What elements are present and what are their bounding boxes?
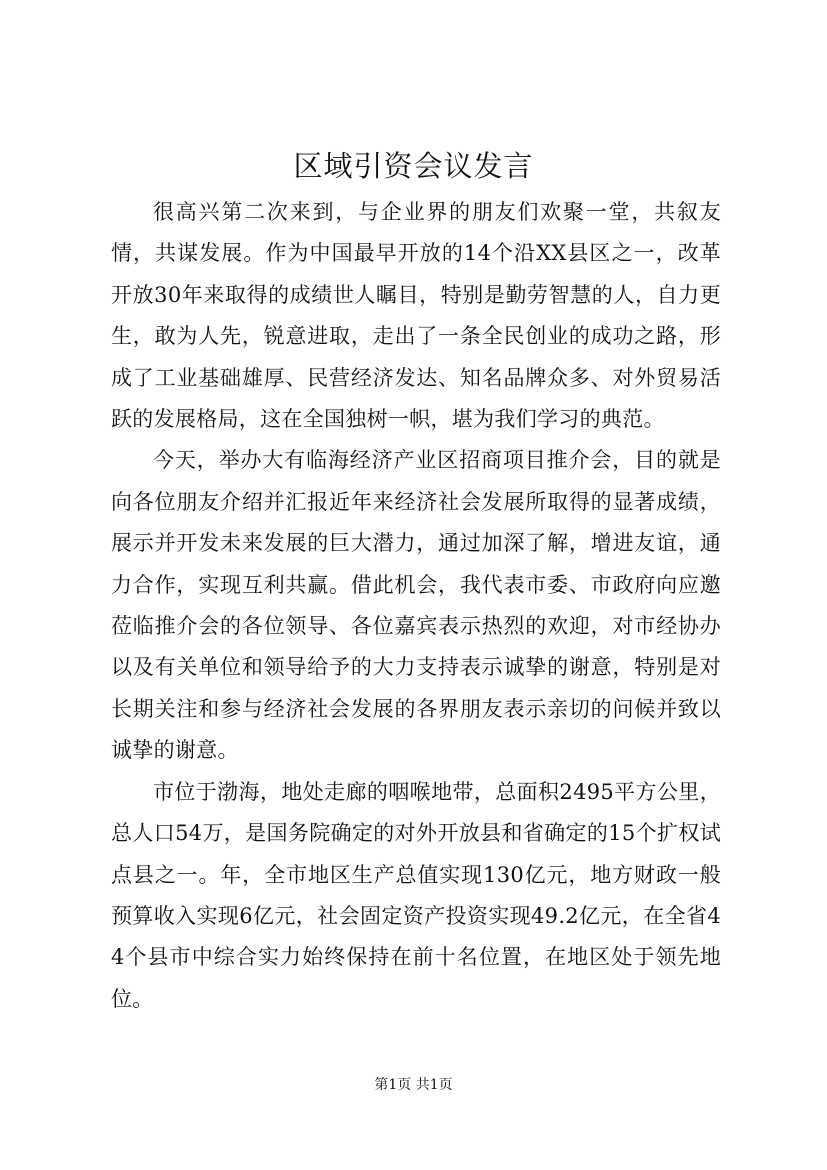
document-title: 区域引资会议发言 [293, 149, 534, 183]
paragraph-2: 今天，举办大有临海经济产业区招商项目推介会，目的就是向各位朋友介绍并汇报近年来经济社会发展所取得的显著成绩，展示并开发未来发展的巨大潜力，通过加深了解，增进友谊，通力合作，实现互利共赢。借此机会，我代表市委、市政府向应邀莅临推介会的各位领导、各位嘉宾表示热烈的欢迎，对市经协办以及有关单位和领导给予的大力支持表示诚挚的谢意，特别是对长期关注和参与经济社会发展的各界朋友表示亲切的问候并致以诚挚的谢意。 [111, 448, 721, 763]
paragraph-3: 市位于渤海，地处走廊的咽喉地带，总面积2495平方公里，总人口54万，是国务院确定的对外开放县和省确定的15个扩权试点县之一。年，全市地区生产总值实现130亿元，地方财政一般预算收入实现6亿元，社会固定资产投资实现49.2亿元，在全省44个县市中综合实力始终保持在前十名位置，在地区处于领先地位。 [111, 779, 721, 1011]
paragraph-1: 很高兴第二次来到，与企业界的朋友们欢聚一堂，共叙友情，共谋发展。作为中国最早开放的14个沿XX县区之一，改革开放30年来取得的成绩世人瞩目，特别是勤劳智慧的人，自力更生，敢为人先，锐意进取，走出了一条全民创业的成功之路，形成了工业基础雄厚、民营经济发达、知名品牌众多、对外贸易活跃的发展格局，这在全国独树一帜，堪为我们学习的典范。 [111, 200, 721, 432]
page-footer: 第1页 共1页 [374, 1077, 453, 1093]
document-body [111, 192, 721, 1020]
